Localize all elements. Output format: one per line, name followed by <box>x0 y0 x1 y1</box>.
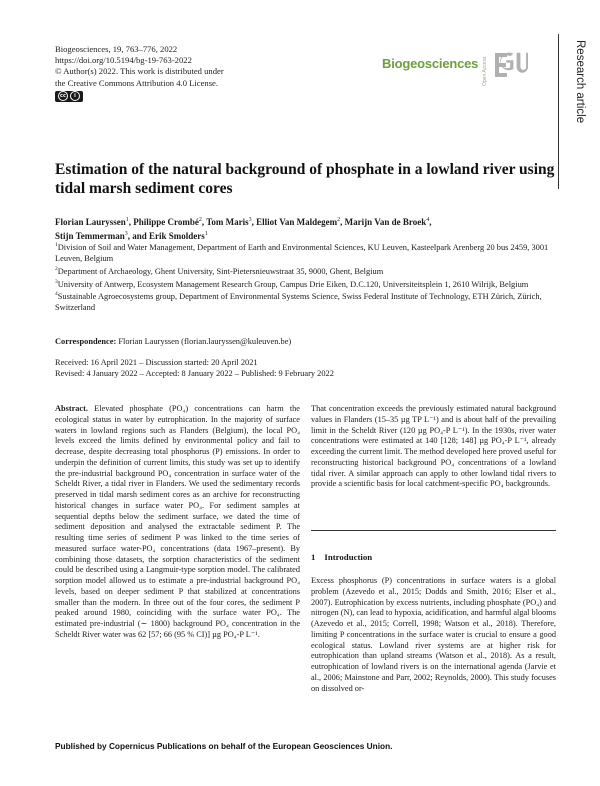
section-number: 1 <box>311 552 316 562</box>
egu-logo-icon <box>492 48 532 82</box>
section-heading <box>311 552 381 562</box>
correspondence <box>55 337 291 346</box>
egu-logo <box>492 48 530 82</box>
correspondence-label: Correspondence: <box>55 337 117 346</box>
author: Stijn Temmerman$^3$, and <box>55 231 150 241</box>
copyright-line-1: © Author(s) 2022. This work is distributed under <box>55 66 224 77</box>
introduction-column <box>311 576 556 694</box>
journal-logo <box>382 38 532 88</box>
affiliation-item: $^2$Department of Archaeology, Ghent University, Sint-Pietersnieuwstraat 35, 9000, Ghent, Belgium <box>55 265 384 276</box>
abstract-continuation-text: That concentration exceeds the previously estimated natural background values in Flanders (15–35 µg TP L⁻¹) and is about half of the prevailing limit in the Scheldt River (120 µg PO₄-P L⁻¹). In the 1930s, river water concentrations were estimated at 140 [128; 148] µg PO₄-P L⁻¹, already exceeding the current limit. The method developed here proved useful for reconstructing historical background PO₄ concentrations of a lowland tidal river. A similar approach can apply to other lowland tidal rivers to provide a scientific basis for local catchment-specific PO₄ backgrounds. <box>311 404 556 489</box>
open-access-label: Open Access <box>482 56 488 86</box>
abstract-paragraph <box>55 404 300 641</box>
affiliation-item: $^4$Sustainable Agroecosystems group, Department of Environmental Systems Science, Swiss Federal Institute of Technology, ETH Zürich, Zürich, Switzerland <box>55 291 542 313</box>
author: Erik Smolders$^1$ <box>149 231 208 241</box>
author: Tom Maris$^3$, <box>206 217 257 227</box>
author: Marijn Van de Broek$^4$, <box>344 217 432 227</box>
paper-title: Estimation of the natural background of phosphate in a lowland river using tidal marsh sediment cores <box>55 161 555 197</box>
author-list <box>55 214 555 242</box>
article-type-label: Research article <box>574 40 586 124</box>
dates-line-1: Received: 16 April 2021 – Discussion started: 20 April 2021 <box>55 358 258 367</box>
author: Florian Lauryssen$^1$, <box>55 217 134 227</box>
publisher-footer: Published by Copernicus Publications on behalf of the European Geosciences Union. <box>55 741 393 751</box>
affiliation-item: $^1$Division of Soil and Water Management, Department of Earth and Environmental Sciences, KU Leuven, Kasteelpark Arenberg 20 bus 2459, 3001 Leuven, Belgium <box>55 242 549 263</box>
correspondence-email[interactable]: Florian Lauryssen (florian.lauryssen@kuleuven.be) <box>118 337 292 346</box>
author: Philippe Crombé$^2$, <box>133 217 207 227</box>
copyright-line-2: the Creative Commons Attribution 4.0 License. <box>55 77 219 88</box>
section-divider <box>311 530 556 531</box>
abstract-text: Elevated phosphate (PO₄) concentrations can harm the ecological status in water by eutrophication. In the majority of surface waters in lowland regions such as Flanders (Belgium), the local PO₄ levels exceed the limits defined by environmental policy and fail to decrease, despite decreasing total phosphorus (P) emissions. In order to underpin the definition of current limits, this study was set up to identify the pre-industrial background PO₄ concentration in surface water of the Scheldt River, a tidal river in Flanders. We used the sedimentary records preserved in tidal marsh sediment cores as an archive for reconstructing historical changes in surface water PO₄. For sediment samples at sequential depths below the sediment surface, we dated the time of sediment deposition and analysed the extractable sediment P. The resulting time series of sediment P was linked to the time series of measured surface water-PO₄ concentrations (data 1967–present). By combining those datasets, the sorption characteristics of the sediment could be described using a Langmuir-type sorption model. The calibrated sorption model allowed us to estimate a pre-industrial background PO₄ levels, based on deeper sediment P that stabilized at concentrations smaller than the modern. In three out of the four cores, the sediment P peaked around 1980, coinciding with the surface water PO₄. The estimated pre-industrial (∼ 1800) background PO₄ concentration in the Scheldt River water was 62 [57; 66 (95 % CI)] µg PO₄-P L⁻¹. <box>55 404 300 639</box>
author: Elliot Van Maldegem$^2$, <box>256 217 345 227</box>
affiliations <box>55 240 555 313</box>
abstract-continuation <box>311 404 556 490</box>
introduction-text: Excess phosphorus (P) concentrations in surface waters is a global problem (Azevedo et al., 2015; Dodds and Smith, 2016; Elser et al., 2007). Eutrophication by excess nutrients, including phosphate (PO₄) and nitrogen (N), can lead to hypoxia, acidification, and harmful algal blooms (Azevedo et al., 2015; Correll, 1998; Watson et al., 2018). Therefore, limiting P concentrations in the surface water is crucial to ensure a good ecological status. Lowland river systems are at higher risk for eutrophication than upland streams (Watson et al., 2018). As a result, eutrophication of lowland rivers is on the international agenda (Jarvie et al., 2006; Mainstone and Parr, 2002; Reynolds, 2000). This study focuses on dissolved or- <box>311 576 556 693</box>
journal-citation: Biogeosciences, 19, 763–776, 2022 <box>55 44 178 54</box>
affiliation-item: $^3$University of Antwerp, Ecosystem Management Research Group, Campus Drie Eiken, D.C.120, Universiteitsplein 1, 2610 Wilrijk, Belgium <box>55 278 529 289</box>
abstract-column <box>55 404 300 641</box>
citation-block <box>55 44 224 102</box>
cc-license-icon[interactable]: cc i <box>55 91 83 102</box>
abstract-label: Abstract. <box>55 404 88 413</box>
journal-name: Biogeosciences <box>382 56 479 71</box>
doi-link[interactable]: https://doi.org/10.5194/bg-19-763-2022 <box>55 55 192 66</box>
side-divider <box>558 34 559 189</box>
dates-line-2: Revised: 4 January 2022 – Accepted: 8 January 2022 – Published: 9 February 2022 <box>55 369 334 379</box>
publication-dates <box>55 357 334 379</box>
section-title: Introduction <box>324 552 373 562</box>
